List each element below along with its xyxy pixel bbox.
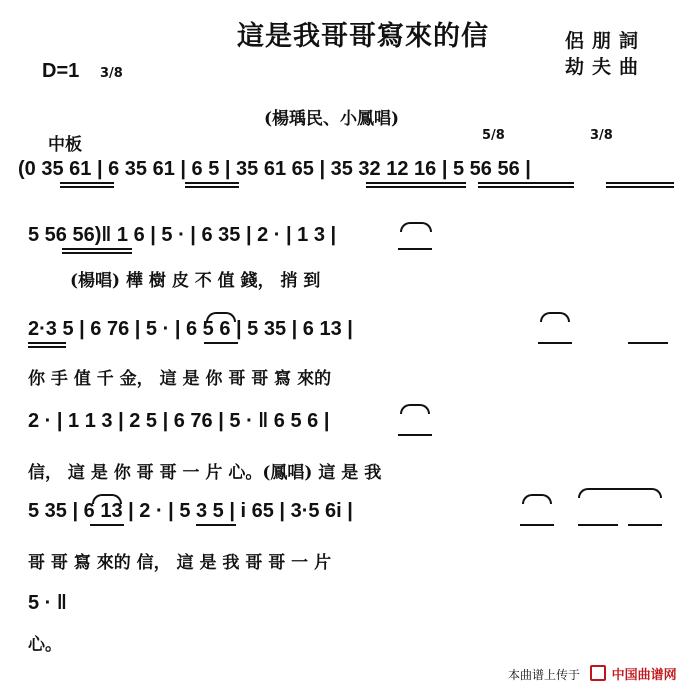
singers-note: (楊瑀民、小鳳唱) [264,109,400,129]
notation-line: 5 · ‖ [28,592,67,614]
lyricist-credit: 侶朋詞 [565,30,647,52]
notation-line: 5 56 56)‖ 1 6 | 5 · | 6 35 | 2 · | 1 3 | [28,224,337,246]
logo-icon [590,665,606,681]
time-change-mark: 3/8 [590,128,613,143]
notation-line: 2·3 5 | 6 76 | 5 · | 6 5 6 | 5 35 | 6 13 | [28,318,353,340]
notation-line: 2 · | 1 1 3 | 2 5 | 6 76 | 5 · ‖ 6 5 6 | [28,410,330,432]
tempo-marking: 中板 [48,135,82,155]
time-change-mark: 5/8 [482,128,505,143]
lyrics-line: (楊唱) 樺 樹 皮 不 值 錢， 捎 到 [70,271,321,291]
lyrics-line: 你 手 值 千 金， 這 是 你 哥 哥 寫 來的 [28,369,332,389]
upload-note: 本曲谱上传于 [508,668,581,682]
site-logo[interactable] [590,664,677,683]
lyrics-line: 信， 這 是 你 哥 哥 一 片 心。(鳳唱) 這 是 我 [28,463,382,483]
time-signature: 3/8 [100,66,123,81]
composer-credit: 劫夫曲 [565,56,647,78]
site-name: 中国曲谱网 [611,667,677,682]
song-title: 這是我哥哥寫來的信 [237,21,489,52]
lyrics-line: 心。 [28,635,62,655]
notation-line: (0 35 61 | 6 35 61 | 6 5 | 35 61 65 | 35 32 12 16 | 5 56 56 | [18,158,531,180]
lyrics-line: 哥 哥 寫 來的 信， 這 是 我 哥 哥 一 片 [28,553,332,573]
key-signature: D=1 [42,60,80,82]
notation-line: 5 35 | 6 13 | 2 · | 5 3 5 | i 65 | 3·5 6i | [28,500,353,522]
